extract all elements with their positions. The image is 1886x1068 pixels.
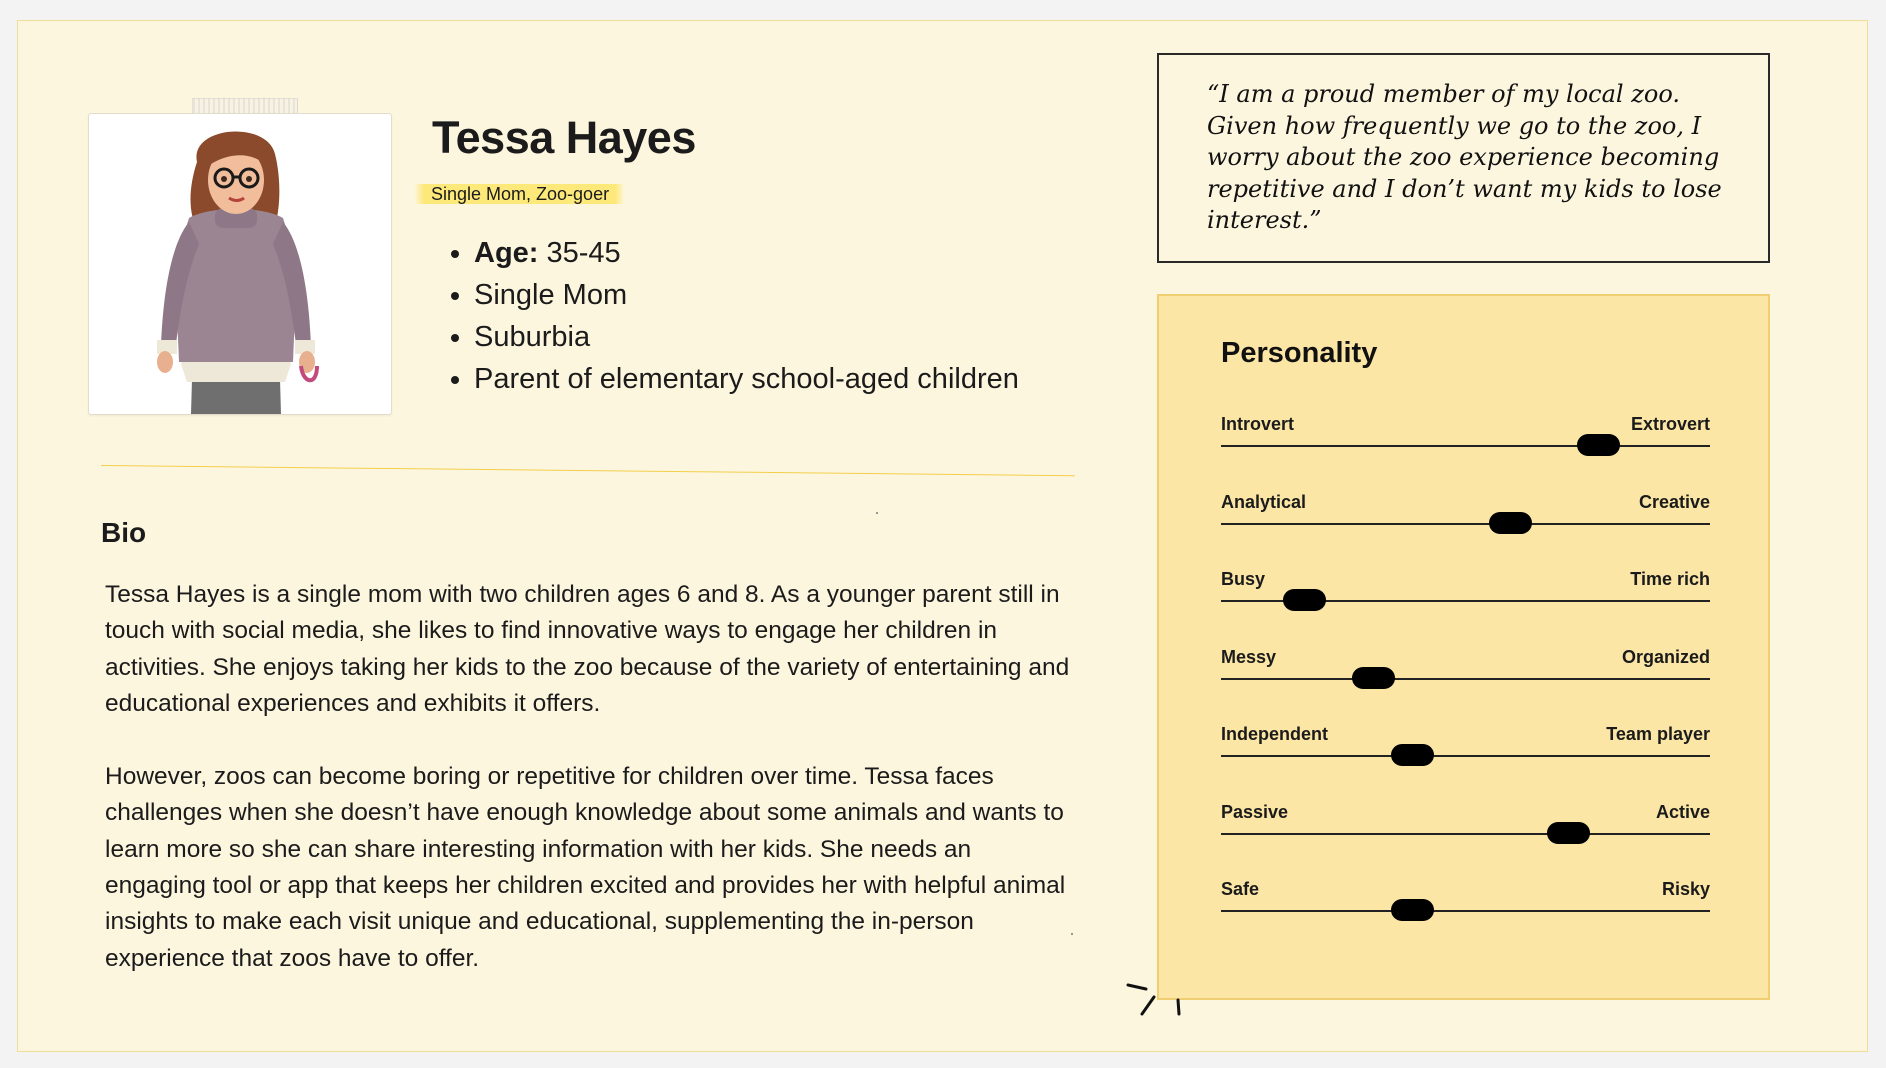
trait-track bbox=[1221, 833, 1710, 835]
trait-right-label: Active bbox=[1655, 801, 1710, 822]
trait-left-label: Passive bbox=[1221, 801, 1289, 822]
trait-row bbox=[1221, 414, 1710, 464]
stray-dot bbox=[876, 512, 878, 514]
trait-slider-knob[interactable] bbox=[1283, 589, 1326, 611]
bio-heading: Bio bbox=[101, 517, 147, 548]
fact-value: Parent of elementary school-aged children bbox=[474, 363, 1019, 395]
fact-item bbox=[474, 316, 1019, 358]
trait-slider-knob[interactable] bbox=[1577, 434, 1620, 456]
trait-row bbox=[1221, 569, 1710, 619]
trait-left-label: Safe bbox=[1221, 879, 1260, 899]
trait-slider-knob[interactable] bbox=[1391, 899, 1434, 921]
persona-facts-list bbox=[474, 232, 1019, 400]
personality-panel bbox=[1157, 294, 1770, 1000]
personality-title: Personality bbox=[1221, 337, 1378, 369]
fact-label: Age: bbox=[474, 237, 539, 269]
trait-right-label: Creative bbox=[1638, 491, 1710, 512]
trait-right-label: Team player bbox=[1606, 724, 1710, 744]
fact-item-age bbox=[474, 232, 1019, 274]
persona-name: Tessa Hayes bbox=[432, 112, 696, 163]
trait-right-label: Time rich bbox=[1630, 569, 1710, 589]
trait-slider-knob[interactable] bbox=[1352, 667, 1395, 689]
trait-row bbox=[1221, 724, 1710, 774]
trait-track bbox=[1221, 523, 1710, 525]
quote-card bbox=[1157, 53, 1770, 263]
trait-left-label: Analytical bbox=[1221, 491, 1307, 512]
bio-text bbox=[105, 577, 1075, 1014]
trait-left-label: Introvert bbox=[1221, 414, 1295, 434]
fact-value: Single Mom bbox=[474, 279, 628, 311]
trait-left-label: Independent bbox=[1221, 724, 1328, 744]
trait-row bbox=[1221, 647, 1710, 697]
trait-right-label: Risky bbox=[1661, 879, 1710, 899]
trait-left-label: Messy bbox=[1221, 646, 1277, 667]
trait-right-label: Extrovert bbox=[1630, 414, 1710, 434]
fact-value: 35-45 bbox=[538, 237, 621, 269]
trait-left-label: Busy bbox=[1221, 569, 1266, 589]
decorative-scribble bbox=[1122, 978, 1192, 1038]
trait-slider-knob[interactable] bbox=[1547, 822, 1590, 844]
trait-row bbox=[1221, 802, 1710, 852]
bio-paragraph: However, zoos can become boring or repetitive for children over time. Tessa faces challenges when she doesn’t have enough knowledge about some animals and wants to learn more so she can share interesting information with her kids. She needs an engaging tool or app that keeps her children excited and provides her with helpful animal insights to make each visit unique and educational, supplementing the in-person experience that zoos have to offer. bbox=[105, 763, 1066, 972]
trait-track bbox=[1221, 910, 1710, 912]
trait-row bbox=[1221, 492, 1710, 542]
fact-item bbox=[474, 274, 1019, 316]
trait-track bbox=[1221, 755, 1710, 757]
quote-text: “I am a proud member of my local zoo. Given how frequently we go to the zoo, I worry about the zoo experience becoming repetitive and I don’t want my kids to lose interest.” bbox=[1207, 80, 1722, 234]
persona-photo-card bbox=[88, 113, 392, 415]
persona-tag-highlight: Single Mom, Zoo-goer bbox=[414, 184, 623, 204]
fact-value: Suburbia bbox=[474, 321, 591, 353]
trait-slider-knob[interactable] bbox=[1391, 744, 1434, 766]
trait-right-label: Organized bbox=[1621, 646, 1710, 667]
fact-item bbox=[474, 358, 1019, 400]
persona-avatar-illustration bbox=[89, 114, 391, 414]
trait-slider-knob[interactable] bbox=[1489, 512, 1532, 534]
trait-track bbox=[1221, 678, 1710, 680]
trait-row bbox=[1221, 879, 1710, 929]
bio-paragraph: Tessa Hayes is a single mom with two children ages 6 and 8. As a younger parent still in touch with social media, she likes to find innovative ways to engage her children in activities. She enjoys taking her kids to the zoo because of the variety of entertaining and educational experiences and exhibits it offers. bbox=[105, 581, 1070, 717]
trait-track bbox=[1221, 445, 1710, 447]
